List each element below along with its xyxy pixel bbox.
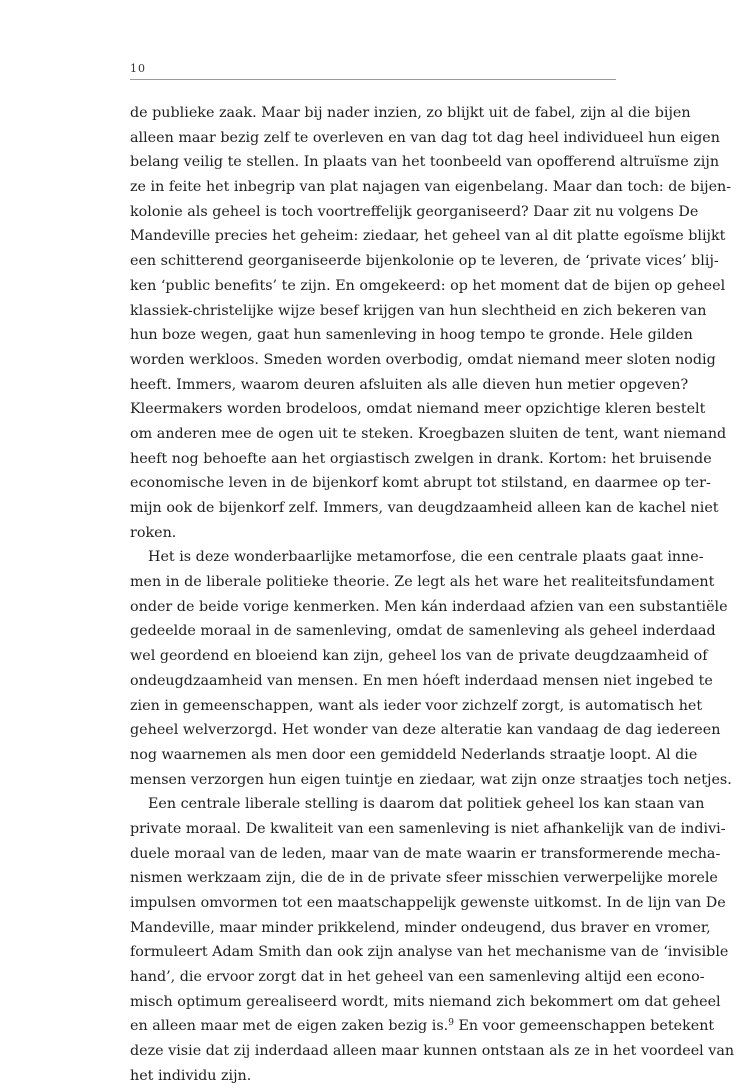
- text-line: deze visie dat zij inderdaad alleen maar kunnen ontstaan als ze in het voordeel van: [130, 1043, 735, 1060]
- text-line: zien in gemeenschappen, want als ieder voor zichzelf zorgt, is automatisch het: [130, 697, 703, 714]
- text-line: Het is deze wonderbaarlijke metamorfose, die een centrale plaats gaat inne-: [148, 549, 704, 566]
- text-line: geheel welverzorgd. Het wonder van deze alteratie kan vandaag de dag iedereen: [130, 722, 721, 739]
- text-line: belang veilig te stellen. In plaats van het toonbeeld van opofferend altruïsme zijn: [130, 154, 720, 171]
- text-line: Mandeville precies het geheim: ziedaar, het geheel van al dit platte egoïsme blijkt: [130, 228, 726, 245]
- text-line: kolonie als geheel is toch voortreffelijk georganiseerd? Daar zit nu volgens De: [130, 203, 699, 220]
- text-line: Kleermakers worden brodeloos, omdat niemand meer opzichtige kleren bestelt: [130, 401, 706, 418]
- text-line: nismen werkzaam zijn, die de in de private sfeer misschien verwerpelijke morele: [130, 870, 718, 887]
- text-line: het individu zijn.: [130, 1067, 252, 1084]
- text-line: wel geordend en bloeiend kan zijn, geheel los van de private deugdzaamheid of: [130, 648, 708, 665]
- text-line: een schitterend georganiseerde bijenkolonie op te leveren, de ‘private vices’ blij-: [130, 253, 719, 270]
- body-text: [130, 101, 735, 1089]
- text-line: mijn ook de bijenkorf zelf. Immers, van deugdzaamheid alleen kan de kachel niet: [130, 500, 719, 516]
- text-line: nog waarnemen als men door een gemiddeld Nederlands straatje loopt. Al die: [130, 746, 698, 763]
- header-rule: [130, 79, 616, 80]
- text-line: ze in feite het inbegrip van plat najagen van eigenbelang. Maar dan toch: de bijen-: [130, 179, 732, 196]
- text-line: duele moraal van de leden, maar van de mate waarin er transformerende mecha-: [130, 845, 721, 862]
- text-line: onder de beide vorige kenmerken. Men kán inderdaad afzien van een substantiële: [130, 598, 728, 615]
- text-line: heeft. Immers, waarom deuren afsluiten als alle dieven hun metier opgeven?: [130, 376, 689, 393]
- text-line: de publieke zaak. Maar bij nader inzien, zo blijkt uit de fabel, zijn al die bijen: [130, 105, 691, 121]
- text-line: hun boze wegen, gaat hun samenleving in hoog tempo te gronde. Hele gilden: [130, 327, 693, 344]
- page-number: 10: [130, 62, 146, 75]
- text-line: misch optimum gerealiseerd wordt, mits niemand zich bekommert om dat geheel: [130, 993, 721, 1010]
- text-line: formuleert Adam Smith dan ook zijn analyse van het mechanisme van de ‘invisible: [130, 944, 729, 961]
- text-line: impulsen omvormen tot een maatschappelijk gewenste uitkomst. In de lijn van De: [130, 895, 726, 911]
- text-line: worden werkloos. Smeden worden overbodig, omdat niemand meer sloten nodig: [130, 351, 716, 368]
- text-line: Een centrale liberale stelling is daarom dat politiek geheel los kan staan van: [148, 796, 705, 813]
- text-line: hand’, die ervoor zorgt dat in het geheel van een samenleving altijd een econo-: [130, 969, 705, 986]
- text-line: alleen maar bezig zelf te overleven en van dag tot dag heel individueel hun eigen: [130, 129, 720, 146]
- text-line: ondeugdzaamheid van mensen. En men hóeft inderdaad mensen niet ingebed te: [130, 672, 713, 689]
- text-segment: en alleen maar met de eigen zaken bezig is.: [130, 1018, 449, 1035]
- text-line: private moraal. De kwaliteit van een samenleving is niet afhankelijk van de indivi-: [130, 820, 726, 837]
- footnote-reference[interactable]: 9: [448, 1018, 454, 1029]
- text-line: men in de liberale politieke theorie. Ze legt als het ware het realiteitsfundament: [130, 574, 715, 591]
- text-line: [130, 1014, 715, 1039]
- text-line: economische leven in de bijenkorf komt abrupt tot stilstand, en daarmee op ter-: [130, 475, 711, 492]
- text-line: om anderen mee de ogen uit te steken. Kroegbazen sluiten de tent, want niemand: [130, 425, 727, 442]
- text-line: mensen verzorgen hun eigen tuintje en ziedaar, wat zijn onze straatjes toch netjes.: [130, 771, 732, 788]
- text-line: roken.: [130, 524, 177, 541]
- text-line: heeft nog behoefte aan het orgiastisch zwelgen in drank. Kortom: het bruisende: [130, 450, 712, 467]
- text-line: gedeelde moraal in de samenleving, omdat de samenleving als geheel inderdaad: [130, 623, 716, 640]
- text-segment: En voor gemeenschappen betekent: [453, 1018, 715, 1035]
- text-line: klassiek-christelijke wijze besef krijgen van hun slechtheid en zich bekeren van: [130, 302, 707, 319]
- text-line: ken ‘public benefits’ te zijn. En omgekeerd: op het moment dat de bijen op geheel: [130, 277, 726, 294]
- text-line: Mandeville, maar minder prikkelend, minder ondeugend, dus braver en vromer,: [130, 919, 711, 936]
